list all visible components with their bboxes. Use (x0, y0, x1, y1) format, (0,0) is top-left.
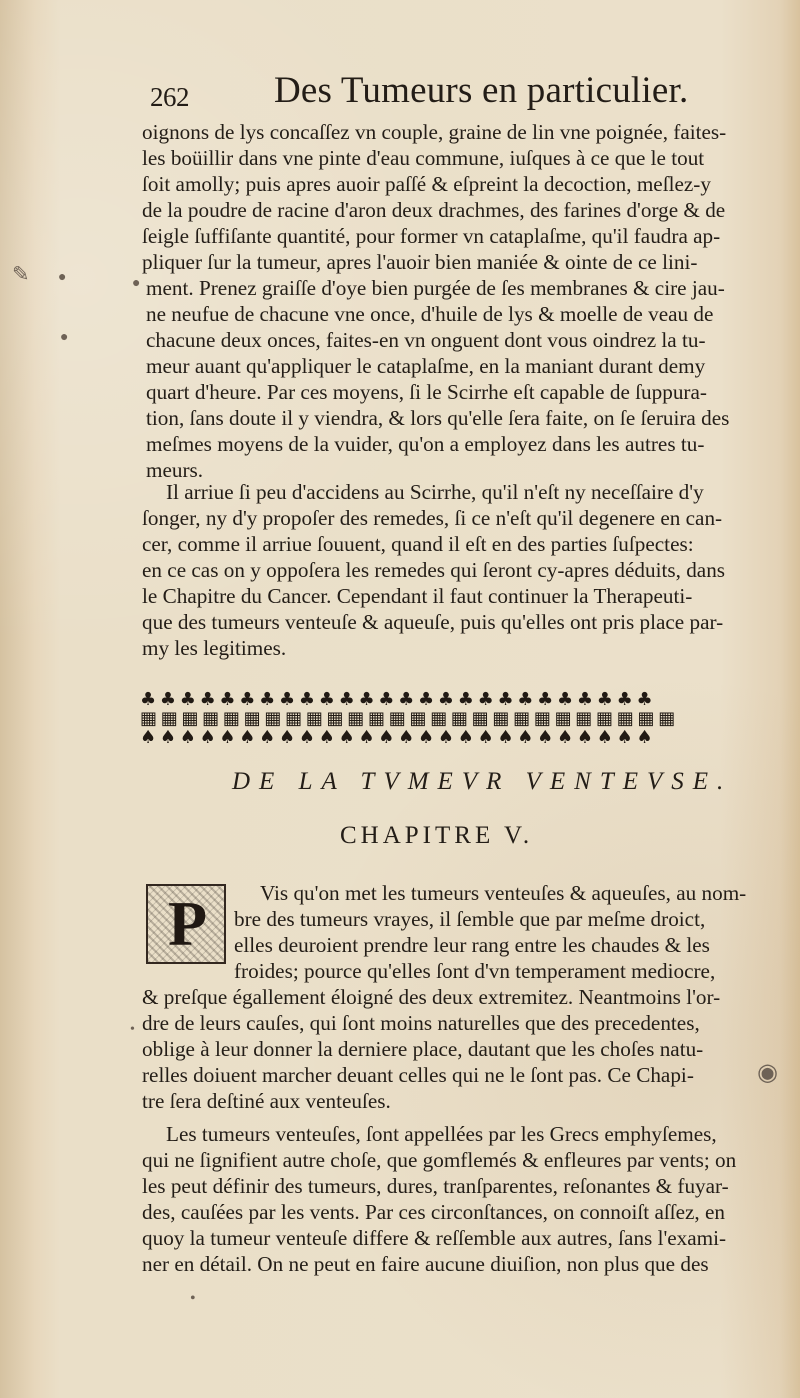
text-line: ſonger, ny d'y propoſer des remedes, ſi ce n'eſt qu'il degenere en can- (142, 506, 723, 530)
chapter-heading: CHAPITRE V. (340, 822, 534, 849)
ornament-row-middle: ▦ ▦ ▦ ▦ ▦ ▦ ▦ ▦ ▦ ▦ ▦ ▦ ▦ ▦ ▦ ▦ ▦ ▦ ▦ ▦ ▦ ▦ ▦ ▦ ▦ ▦ (140, 708, 675, 729)
margin-ink-dot: ● (132, 276, 141, 291)
paragraph-windy-tumors-definition (142, 1121, 752, 1277)
text-line: ment. Prenez graiſſe d'oye bien purgée de ſes membranes & cire jau- (146, 276, 725, 300)
margin-ink-dot: • (190, 1290, 196, 1307)
text-line: le Chapitre du Cancer. Cependant il faut continuer la Therapeuti- (142, 584, 693, 608)
decorative-ornament-band (140, 690, 752, 748)
text-line: oblige à leur donner la derniere place, dautant que les choſes natu- (142, 1037, 704, 1061)
text-line: meſmes moyens de la vuider, qu'on a employez dans les autres tu- (146, 432, 705, 456)
page-number: 262 (150, 82, 189, 112)
ornament-row-bottom: ♠ ♠ ♠ ♠ ♠ ♠ ♠ ♠ ♠ ♠ ♠ ♠ ♠ ♠ ♠ ♠ ♠ ♠ ♠ ♠ ♠ ♠ ♠ ♠ ♠ ♠ (140, 727, 652, 748)
text-line: qui ne ſignifient autre choſe, que gomflemés & enfleures par vents; on (142, 1148, 737, 1172)
text-line: Il arriue ſi peu d'accidens au Scirrhe, qu'il n'eſt ny neceſſaire d'y (166, 480, 704, 504)
text-line: & preſque égallement éloigné des deux extremitez. Neantmoins l'or- (142, 985, 721, 1009)
text-line: oignons de lys concaſſez vn couple, graine de lin vne poignée, faites- (142, 120, 727, 144)
paragraph-scirrhe-treatment (142, 119, 752, 483)
text-line: de la poudre de racine d'aron deux drachmes, des farines d'orge & de (142, 198, 726, 222)
text-line: ner en détail. On ne peut en faire aucune diuiſion, non plus que des (142, 1252, 709, 1276)
text-line: meurs. (146, 458, 204, 482)
text-line: les peut définir des tumeurs, dures, tranſparentes, reſonantes & fuyar- (142, 1174, 729, 1198)
text-line: elles deuroient prendre leur rang entre les chaudes & les (234, 933, 710, 957)
page-header (150, 72, 710, 116)
text-line: quart d'heure. Par ces moyens, ſi le Scirrhe eſt capable de ſuppura- (146, 380, 707, 404)
text-line: ſeigle ſuffiſante quantité, pour former vn cataplaſme, qu'il faudra ap- (142, 224, 721, 248)
text-line: que des tumeurs venteuſe & aqueuſe, puis qu'elles ont pris place par- (142, 610, 724, 634)
margin-ink-blot: ◉ (757, 1060, 778, 1086)
text-line: my les legitimes. (142, 636, 287, 660)
section-heading: DE LA TVMEVR VENTEVSE. (232, 768, 733, 795)
text-line: en ce cas on y oppoſera les remedes qui ſeront cy-apres déduits, dans (142, 558, 726, 582)
chapter-opening-paragraph (142, 880, 752, 1114)
running-title: Des Tumeurs en particulier. (274, 70, 689, 111)
decorated-initial-letter: P (168, 888, 208, 959)
text-line: ne neufue de chacune vne once, d'huile de lys & moelle de veau de (146, 302, 714, 326)
margin-ink-dot: • (130, 1022, 135, 1037)
margin-ink-dot: ● (58, 270, 67, 285)
text-line: meur auant qu'appliquer le cataplaſme, en la maniant durant demy (146, 354, 706, 378)
text-line: pliquer ſur la tumeur, apres l'auoir bien maniée & ointe de ce lini- (142, 250, 698, 274)
ornament-row-top: ♣ ♣ ♣ ♣ ♣ ♣ ♣ ♣ ♣ ♣ ♣ ♣ ♣ ♣ ♣ ♣ ♣ ♣ ♣ ♣ ♣ ♣ ♣ ♣ ♣ ♣ (140, 690, 652, 710)
text-line: bre des tumeurs vrayes, il ſemble que par meſme droict, (234, 907, 706, 931)
text-line: les boüillir dans vne pinte d'eau commune, iuſques à ce que le tout (142, 146, 705, 170)
text-line: Les tumeurs venteuſes, ſont appellées par les Grecs emphyſemes, (166, 1122, 717, 1146)
paragraph-scirrhe-accidents (142, 479, 752, 661)
margin-ink-mark: ✎ (12, 262, 30, 286)
text-line: froides; pource qu'elles ſont d'vn temperament mediocre, (234, 959, 716, 983)
text-line: ſoit amolly; puis apres auoir paſſé & eſpreint la decoction, meſlez-y (142, 172, 711, 196)
text-line: tre ſera deſtiné aux venteuſes. (142, 1089, 391, 1113)
text-line: dre de leurs cauſes, qui ſont moins naturelles que des precedentes, (142, 1011, 700, 1035)
text-line: cer, comme il arriue ſouuent, quand il eſt en des parties ſuſpectes: (142, 532, 694, 556)
text-line: Vis qu'on met les tumeurs venteuſes & aqueuſes, au nom- (260, 881, 747, 905)
text-line: quoy la tumeur venteuſe differe & reſſemble aux autres, ſans l'exami- (142, 1226, 727, 1250)
text-line: relles doiuent marcher deuant celles qui ne le ſont pas. Ce Chapi- (142, 1063, 694, 1087)
text-line: chacune deux onces, faites-en vn onguent dont vous oindrez la tu- (146, 328, 706, 352)
margin-ink-dot: ● (60, 330, 69, 345)
text-line: des, cauſées par les vents. Par ces circonſtances, on connoiſt aſſez, en (142, 1200, 726, 1224)
text-line: tion, ſans doute il y viendra, & lors qu'elle ſera faite, on ſe ſeruira des (146, 406, 730, 430)
